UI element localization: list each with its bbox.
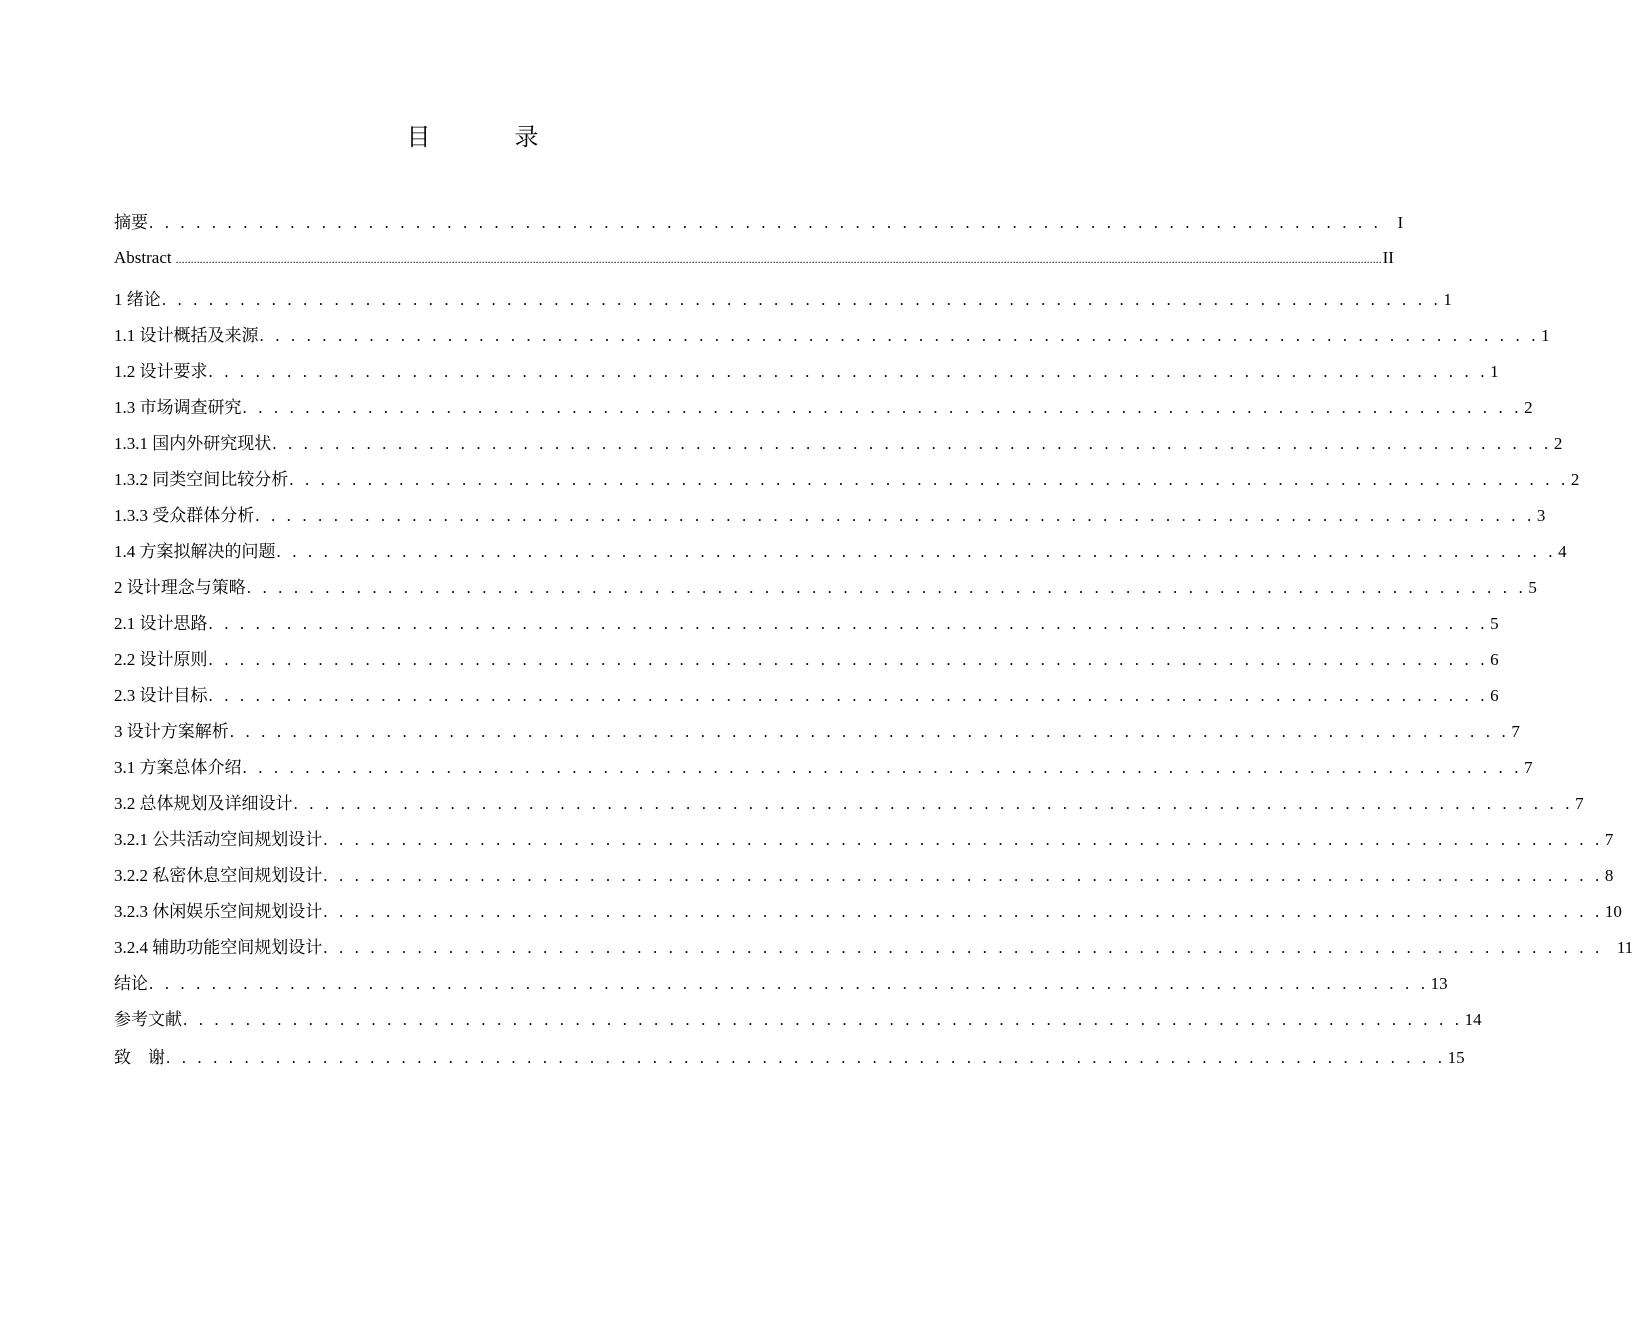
toc-entry-page: 6 <box>1490 650 1499 669</box>
toc-entry[interactable] <box>114 357 1499 393</box>
toc-leader-dots: . . . . . . . . . . . . . . . . . . . . . . . . . . . . . . . . . . . . . . . . . . . . . . . . . . . . . . . . . . . . . . . . . . . . . . . . . . . . . . . . . . <box>242 758 1523 777</box>
toc-leader-dots: . . . . . . . . . . . . . . . . . . . . . . . . . . . . . . . . . . . . . . . . . . . . . . . . . . . . . . . . . . . . . . . . . . . . . . . . . . . . . . . . . . <box>208 650 1489 669</box>
toc-title: 目 录 <box>406 125 569 151</box>
toc-entry-page: 1 <box>1541 326 1550 345</box>
toc-leader-dots: . . . . . . . . . . . . . . . . . . . . . . . . . . . . . . . . . . . . . . . . . . . . . . . . . . . . . . . . . . . . . . . . . . . . . . . . . . . . . . . . . . <box>242 398 1523 417</box>
toc-leader-dots: . . . . . . . . . . . . . . . . . . . . . . . . . . . . . . . . . . . . . . . . . . . . . . . . . . . . . . . . . . . . . . . . . . . . . . . . . . . . . . . . . . <box>208 614 1489 633</box>
toc-entry-label: 3 设计方案解析 <box>114 722 229 741</box>
toc-entry-page: 2 <box>1524 398 1533 417</box>
toc-entry-label: Abstract <box>114 248 172 267</box>
toc-entry-page: 6 <box>1490 686 1499 705</box>
toc-entry-page: 1 <box>1443 290 1452 309</box>
toc-entry-page: 8 <box>1604 866 1614 885</box>
toc-entry[interactable] <box>114 1005 1482 1043</box>
toc-leader-dots: . . . . . . . . . . . . . . . . . . . . . . . . . . . . . . . . . . . . . . . . . . . . . . . . . . . . . . . . . . . . . . . . . . . . . . . . . . . . . . . <box>149 213 1382 232</box>
toc-entry-label: 2.1 设计思路 <box>114 614 208 633</box>
toc-leader-dots: . . . . . . . . . . . . . . . . . . . . . . . . . . . . . . . . . . . . . . . . . . . . . . . . . . . . . . . . . . . . . . . . . . . . . . . . . . . . . . . . . . <box>323 866 1603 885</box>
toc-entry[interactable] <box>114 285 1452 321</box>
toc-entry-label: 3.2 总体规划及详细设计 <box>114 794 293 813</box>
toc-entry-label: 1.3 市场调查研究 <box>114 398 242 417</box>
toc-entry-page: 14 <box>1464 1010 1482 1029</box>
toc-entry[interactable] <box>114 1043 1465 1079</box>
toc-entry[interactable] <box>114 645 1499 681</box>
toc-entry-page: 11 <box>1616 938 1633 957</box>
toc-entry-label: 2 设计理念与策略 <box>114 578 246 597</box>
toc-leader-dots: . . . . . . . . . . . . . . . . . . . . . . . . . . . . . . . . . . . . . . . . . . . . . . . . . . . . . . . . . . . . . . . . . . . . . . . . . . . . . . . . . . <box>293 794 1574 813</box>
toc-entry-label: 2.3 设计目标 <box>114 686 208 705</box>
toc-entry-page: 3 <box>1536 506 1546 525</box>
toc-entry-page: 2 <box>1570 470 1580 489</box>
toc-entry-page: 7 <box>1575 794 1584 813</box>
toc-entry-page: 4 <box>1558 542 1567 561</box>
toc-leader-dots: . . . . . . . . . . . . . . . . . . . . . . . . . . . . . . . . . . . . . . . . . . . . . . . . . . . . . . . . . . . . . . . . . . . . . . . . . . . . . . . . . . <box>323 902 1603 921</box>
toc-entry-abstract-en[interactable] <box>114 248 1394 285</box>
toc-leader-dots: . . . . . . . . . . . . . . . . . . . . . . . . . . . . . . . . . . . . . . . . . . . . . . . . . . . . . . . . . . . . . . . . . . . . . . . . . . . . . . . . . . <box>208 362 1489 381</box>
toc-entry-label: 1.1 设计概括及来源 <box>114 326 259 345</box>
toc-leader-dots: . . . . . . . . . . . . . . . . . . . . . . . . . . . . . . . . . . . . . . . . . . . . . . . . . . . . . . . . . . . . . . . . . . . . . . . . . . . . . . . . . . <box>166 1048 1446 1067</box>
toc-entry-label: 1.4 方案拟解决的问题 <box>114 542 276 561</box>
toc-entry[interactable] <box>114 393 1533 429</box>
toc-entry[interactable] <box>114 933 1633 969</box>
toc-entry[interactable] <box>114 969 1448 1005</box>
toc-entry-page: II <box>1382 248 1394 267</box>
toc-entry-page: 5 <box>1528 578 1537 597</box>
toc-entry-page: 15 <box>1447 1048 1465 1067</box>
toc-entry[interactable] <box>114 717 1520 753</box>
toc-leader-dots: . . . . . . . . . . . . . . . . . . . . . . . . . . . . . . . . . . . . . . . . . . . . . . . . . . . . . . . . . . . . . . . . . . . . . . . . . . . . . . . . . . <box>246 578 1527 597</box>
toc-leader-dots: . . . . . . . . . . . . . . . . . . . . . . . . . . . . . . . . . . . . . . . . . . . . . . . . . . . . . . . . . . . . . . . . . . . . . . . . . . . . . . . . . . <box>149 974 1429 993</box>
toc-entry-label: 1.3.1 国内外研究现状 <box>114 434 272 453</box>
toc-entry[interactable] <box>114 897 1622 933</box>
toc-entry[interactable] <box>114 537 1567 573</box>
toc-entry[interactable] <box>114 861 1614 897</box>
toc-leader-dots: . . . . . . . . . . . . . . . . . . . . . . . . . . . . . . . . . . . . . . . . . . . . . . . . . . . . . . . . . . . . . . . . . . . . . . . . . . . . . . . . . . <box>272 434 1552 453</box>
toc-entry-page: 7 <box>1604 830 1614 849</box>
toc-entry-label: 3.2.1 公共活动空间规划设计 <box>114 830 323 849</box>
toc-entry[interactable] <box>114 753 1533 789</box>
toc-entry[interactable] <box>114 321 1550 357</box>
toc-entry[interactable] <box>114 609 1499 645</box>
toc-entry[interactable] <box>114 825 1614 861</box>
toc-entry-label: 致 谢 <box>114 1048 165 1067</box>
toc-entry-page: 2 <box>1553 434 1563 453</box>
toc-leader-dots: . . . . . . . . . . . . . . . . . . . . . . . . . . . . . . . . . . . . . . . . . . . . . . . . . . . . . . . . . . . . . . . . . . . . . . . . . . . . . . . . . . <box>255 506 1535 525</box>
toc-entry[interactable] <box>114 465 1580 501</box>
toc-entry-label: 2.2 设计原则 <box>114 650 208 669</box>
toc-entry-label: 摘要 <box>114 213 148 232</box>
toc-entry-label: 1 绪论 <box>114 290 161 309</box>
toc-entry-label: 3.2.4 辅助功能空间规划设计 <box>114 938 323 957</box>
toc-entry-label: 3.1 方案总体介绍 <box>114 758 242 777</box>
toc-entry-label: 1.3.3 受众群体分析 <box>114 506 255 525</box>
toc-entry-label: 1.2 设计要求 <box>114 362 208 381</box>
toc-entry[interactable] <box>114 501 1546 537</box>
toc-entry-page: 13 <box>1430 974 1448 993</box>
toc-entry-label: 1.3.2 同类空间比较分析 <box>114 470 289 489</box>
toc-entry[interactable] <box>114 789 1584 825</box>
toc-entry[interactable] <box>114 573 1537 609</box>
toc-leader-dots: . . . . . . . . . . . . . . . . . . . . . . . . . . . . . . . . . . . . . . . . . . . . . . . . . . . . . . . . . . . . . . . . . . . . . . . . . . . . . . . . . . <box>259 326 1540 345</box>
toc-entry[interactable] <box>114 681 1499 717</box>
toc-entry-label: 3.2.2 私密休息空间规划设计 <box>114 866 323 885</box>
toc-entry-abstract-cn[interactable] <box>114 208 1404 244</box>
toc-leader-dots: . . . . . . . . . . . . . . . . . . . . . . . . . . . . . . . . . . . . . . . . . . . . . . . . . . . . . . . . . . . . . . . . . . . . . . . . . . . . . . . . . . <box>289 470 1569 489</box>
toc-leader-dots: . . . . . . . . . . . . . . . . . . . . . . . . . . . . . . . . . . . . . . . . . . . . . . . . . . . . . . . . . . . . . . . . . . . . . . . . . . . . . . . . . . <box>229 722 1510 741</box>
toc-entry-label: 结论 <box>114 974 148 993</box>
toc-leader-dots: . . . . . . . . . . . . . . . . . . . . . . . . . . . . . . . . . . . . . . . . . . . . . . . . . . . . . . . . . . . . . . . . . . . . . . . . . . . . . . . . . . <box>208 686 1489 705</box>
toc-entry-page: 5 <box>1490 614 1499 633</box>
toc-entry-page: 7 <box>1511 722 1520 741</box>
toc-entry-page: 10 <box>1604 902 1622 921</box>
toc-leader-dots: . . . . . . . . . . . . . . . . . . . . . . . . . . . . . . . . . . . . . . . . . . . . . . . . . . . . . . . . . . . . . . . . . . . . . . . . . . . . . . . . . . <box>161 290 1442 309</box>
toc-entry-label: 3.2.3 休闲娱乐空间规划设计 <box>114 902 323 921</box>
toc-entry[interactable] <box>114 429 1563 465</box>
table-of-contents <box>114 208 1633 1079</box>
toc-entry-page: 1 <box>1490 362 1499 381</box>
toc-leader-dots: . . . . . . . . . . . . . . . . . . . . . . . . . . . . . . . . . . . . . . . . . . . . . . . . . . . . . . . . . . . . . . . . . . . . . . . . . . . . . . . . . . <box>323 830 1603 849</box>
toc-leader-dots: . . . . . . . . . . . . . . . . . . . . . . . . . . . . . . . . . . . . . . . . . . . . . . . . . . . . . . . . . . . . . . . . . . . . . . . . . . . . . . . . . . <box>276 542 1557 561</box>
toc-leader-dots: .................................................................................................................................................................................................................................................................................................................................................................................................................. <box>175 252 1382 266</box>
toc-entry-page: I <box>1397 213 1404 232</box>
toc-leader-dots: . . . . . . . . . . . . . . . . . . . . . . . . . . . . . . . . . . . . . . . . . . . . . . . . . . . . . . . . . . . . . . . . . . . . . . . . . . . . . . . . . . <box>323 938 1603 957</box>
toc-entry-label: 参考文献 <box>114 1010 182 1029</box>
toc-entry-page: 7 <box>1524 758 1533 777</box>
toc-leader-dots: . . . . . . . . . . . . . . . . . . . . . . . . . . . . . . . . . . . . . . . . . . . . . . . . . . . . . . . . . . . . . . . . . . . . . . . . . . . . . . . . . . <box>183 1010 1463 1029</box>
